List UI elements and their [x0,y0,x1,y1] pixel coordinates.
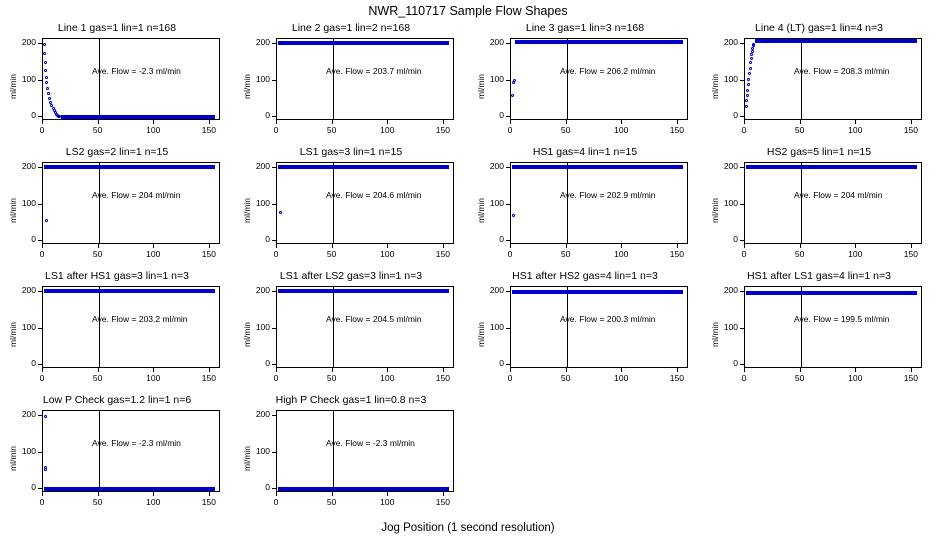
x-tick-label: 100 [848,373,863,383]
average-flow-annotation: Ave. Flow = 203.7 ml/min [326,66,422,76]
plot-area [276,410,454,492]
plot-area [744,286,922,368]
y-tick-label: 200 [489,161,504,172]
x-tick-label: 150 [669,373,684,383]
panel-title: LS2 gas=2 lin=1 n=15 [65,146,169,158]
reference-vline [801,287,802,368]
plot-area [510,286,688,368]
panel-ylabel: ml/min [476,73,486,99]
panel-ylabel: ml/min [8,197,18,223]
y-tick-label: 100 [723,321,738,332]
y-tick-label: 0 [265,234,270,245]
chart-panel [702,268,936,392]
y-tick-label: 0 [31,482,36,493]
x-tick-label: 0 [507,373,513,383]
x-tick-mark [566,120,567,124]
reference-vline [801,163,802,244]
panel-ylabel: ml/min [8,73,18,99]
x-tick-label: 0 [39,249,45,259]
y-tick-label: 200 [723,285,738,296]
x-tick-mark [855,368,856,372]
x-tick-label: 100 [614,125,629,135]
data-point [752,43,755,46]
chart-panel [0,144,234,268]
y-tick-label: 200 [723,161,738,172]
x-tick-label: 0 [39,497,45,507]
x-tick-label: 100 [146,373,161,383]
chart-panel [468,144,702,268]
x-tick-mark [42,120,43,124]
x-tick-label: 150 [903,125,918,135]
x-tick-label: 50 [326,497,337,507]
x-tick-label: 50 [560,249,571,259]
x-tick-mark [387,244,388,248]
x-tick-mark [621,368,622,372]
y-tick-label: 0 [499,234,504,245]
x-tick-label: 100 [380,373,395,383]
x-tick-mark [911,244,912,248]
reference-vline [333,39,334,120]
x-tick-mark [510,368,511,372]
x-tick-mark [855,120,856,124]
x-tick-label: 150 [903,373,918,383]
data-series-band [755,39,917,43]
panel-title: High P Check gas=1 lin=0.8 n=3 [275,394,427,406]
data-point [44,61,47,64]
x-tick-label: 50 [794,373,805,383]
panel-title: HS1 after LS1 gas=4 lin=1 n=3 [747,270,891,282]
x-tick-label: 150 [669,125,684,135]
x-tick-mark [98,368,99,372]
plot-area [42,410,220,492]
x-tick-mark [98,492,99,496]
chart-panel [0,20,234,144]
x-tick-mark [332,120,333,124]
plot-area [744,38,922,120]
x-tick-mark [855,244,856,248]
x-tick-mark [276,492,277,496]
x-tick-mark [744,244,745,248]
data-point [749,61,752,64]
average-flow-annotation: Ave. Flow = -2.3 ml/min [326,438,415,448]
data-point [44,415,47,418]
data-point [45,219,48,222]
x-tick-mark [800,368,801,372]
data-point [43,52,46,55]
panel-ylabel: ml/min [242,445,252,471]
plot-area [42,162,220,244]
average-flow-annotation: Ave. Flow = 204 ml/min [92,190,181,200]
x-tick-label: 100 [848,249,863,259]
x-tick-mark [387,120,388,124]
x-tick-mark [332,368,333,372]
y-tick-label: 0 [265,358,270,369]
chart-panel [234,144,468,268]
panel-title: Line 4 (LT) gas=1 lin=4 n=3 [755,22,883,34]
y-tick-label: 200 [21,285,36,296]
x-tick-mark [332,492,333,496]
y-tick-label: 100 [255,445,270,456]
x-tick-mark [98,244,99,248]
chart-panel [234,392,468,516]
chart-panel [234,268,468,392]
panel-ylabel: ml/min [242,197,252,223]
y-tick-label: 100 [255,321,270,332]
data-point [751,50,754,53]
x-tick-label: 150 [435,125,450,135]
reference-vline [99,411,100,492]
panel-title: Line 3 gas=1 lin=3 n=168 [525,22,645,34]
x-tick-mark [621,120,622,124]
y-tick-label: 100 [723,197,738,208]
x-tick-mark [276,120,277,124]
data-point [750,57,753,60]
data-series-band [278,41,449,45]
x-tick-label: 150 [903,249,918,259]
panel-title: LS1 after HS1 gas=3 lin=1 n=3 [45,270,189,282]
y-tick-label: 100 [489,73,504,84]
y-tick-label: 100 [21,321,36,332]
y-tick-label: 0 [265,482,270,493]
x-tick-mark [800,120,801,124]
x-tick-label: 50 [794,125,805,135]
y-tick-label: 100 [21,73,36,84]
y-tick-label: 100 [255,197,270,208]
plot-area [42,286,220,368]
x-tick-label: 150 [201,497,216,507]
plot-area [276,38,454,120]
data-series-band [278,165,449,169]
reference-vline [567,287,568,368]
y-tick-label: 200 [255,409,270,420]
x-tick-label: 150 [435,497,450,507]
y-tick-label: 200 [255,37,270,48]
x-tick-mark [209,492,210,496]
chart-panel [468,20,702,144]
panel-title: HS2 gas=5 lin=1 n=15 [766,146,872,158]
x-tick-label: 0 [273,373,279,383]
data-point [513,79,516,82]
y-tick-label: 0 [31,234,36,245]
x-tick-mark [153,368,154,372]
y-tick-label: 200 [723,37,738,48]
data-series-band [746,291,917,295]
average-flow-annotation: Ave. Flow = 204.6 ml/min [326,190,422,200]
chart-panel [702,20,936,144]
panel-title: LS1 gas=3 lin=1 n=15 [299,146,403,158]
x-tick-mark [387,492,388,496]
x-tick-mark [800,244,801,248]
x-tick-label: 50 [326,373,337,383]
data-series-band [512,165,683,169]
reference-vline [333,287,334,368]
data-point [511,94,514,97]
average-flow-annotation: Ave. Flow = -2.3 ml/min [92,66,181,76]
x-tick-label: 0 [741,373,747,383]
reference-vline [99,163,100,244]
x-tick-mark [443,492,444,496]
x-tick-mark [153,244,154,248]
y-tick-label: 100 [255,73,270,84]
x-tick-mark [621,244,622,248]
x-tick-label: 50 [326,249,337,259]
reference-vline [99,287,100,368]
chart-panel [234,20,468,144]
average-flow-annotation: Ave. Flow = 204 ml/min [794,190,883,200]
data-point [48,97,51,100]
x-tick-label: 50 [92,125,103,135]
average-flow-annotation: Ave. Flow = 200.3 ml/min [560,314,656,324]
plot-area [744,162,922,244]
chart-panel [702,144,936,268]
data-series-band [61,115,216,119]
x-tick-label: 50 [560,373,571,383]
figure-title: NWR_110717 Sample Flow Shapes [368,4,568,18]
data-point [44,69,47,72]
y-tick-label: 0 [733,234,738,245]
figure-xaxis-label: Jog Position (1 second resolution) [381,522,555,534]
x-tick-mark [276,244,277,248]
y-tick-label: 200 [21,161,36,172]
data-point [44,468,47,471]
y-tick-label: 0 [733,358,738,369]
chart-panel [0,392,234,516]
x-tick-label: 0 [39,125,45,135]
plot-area [276,162,454,244]
y-tick-label: 200 [21,37,36,48]
x-tick-label: 50 [92,373,103,383]
x-tick-label: 0 [39,373,45,383]
y-tick-label: 100 [489,197,504,208]
x-tick-mark [443,244,444,248]
x-tick-label: 150 [201,249,216,259]
panel-ylabel: ml/min [242,321,252,347]
y-tick-label: 200 [489,37,504,48]
y-tick-label: 100 [723,73,738,84]
average-flow-annotation: Ave. Flow = -2.3 ml/min [92,438,181,448]
y-tick-label: 100 [489,321,504,332]
x-tick-mark [510,120,511,124]
panel-title: Line 1 gas=1 lin=1 n=168 [57,22,177,34]
panel-ylabel: ml/min [710,197,720,223]
average-flow-annotation: Ave. Flow = 208.3 ml/min [794,66,890,76]
x-tick-mark [209,120,210,124]
y-tick-label: 200 [255,161,270,172]
x-tick-mark [744,120,745,124]
data-point [47,92,50,95]
reference-vline [333,411,334,492]
data-series-band [278,289,449,293]
y-tick-label: 0 [499,110,504,121]
x-tick-label: 150 [201,125,216,135]
panel-grid [0,20,936,520]
plot-area [42,38,220,120]
data-point [746,94,749,97]
x-tick-label: 0 [273,497,279,507]
x-tick-mark [566,368,567,372]
y-tick-label: 0 [499,358,504,369]
x-tick-mark [98,120,99,124]
x-tick-label: 100 [380,125,395,135]
x-tick-mark [42,244,43,248]
data-point [43,43,46,46]
y-tick-label: 0 [31,110,36,121]
y-tick-label: 0 [31,358,36,369]
y-tick-label: 200 [489,285,504,296]
y-tick-label: 100 [21,197,36,208]
reference-vline [567,39,568,120]
x-tick-mark [443,368,444,372]
x-tick-label: 50 [560,125,571,135]
x-tick-label: 100 [614,249,629,259]
x-tick-label: 100 [848,125,863,135]
x-tick-mark [911,368,912,372]
data-point [747,78,750,81]
panel-ylabel: ml/min [8,321,18,347]
x-tick-mark [566,244,567,248]
y-tick-label: 0 [265,110,270,121]
x-tick-mark [276,368,277,372]
x-tick-label: 0 [741,125,747,135]
x-tick-label: 0 [507,249,513,259]
x-tick-label: 0 [273,125,279,135]
data-series-band [44,487,215,491]
x-tick-label: 100 [146,497,161,507]
panel-title: Line 2 gas=1 lin=2 n=168 [291,22,411,34]
x-tick-mark [677,244,678,248]
data-point [45,81,48,84]
x-tick-label: 150 [669,249,684,259]
average-flow-annotation: Ave. Flow = 202.9 ml/min [560,190,656,200]
chart-panel [468,268,702,392]
x-tick-label: 100 [380,249,395,259]
x-tick-label: 100 [146,125,161,135]
x-tick-label: 150 [201,373,216,383]
panel-ylabel: ml/min [476,197,486,223]
x-tick-mark [387,368,388,372]
x-tick-label: 100 [146,249,161,259]
average-flow-annotation: Ave. Flow = 203.2 ml/min [92,314,188,324]
x-tick-label: 150 [435,373,450,383]
x-tick-mark [443,120,444,124]
x-tick-mark [153,120,154,124]
x-tick-mark [42,368,43,372]
plot-area [510,162,688,244]
x-tick-label: 50 [794,249,805,259]
data-series-band [746,165,917,169]
y-tick-label: 200 [255,285,270,296]
panel-title: HS1 after HS2 gas=4 lin=1 n=3 [512,270,658,282]
x-tick-mark [42,492,43,496]
panel-title: LS1 after LS2 gas=3 lin=1 n=3 [279,270,423,282]
x-tick-label: 100 [614,373,629,383]
panel-ylabel: ml/min [8,445,18,471]
average-flow-annotation: Ave. Flow = 206.2 ml/min [560,66,656,76]
data-point [46,87,49,90]
panel-ylabel: ml/min [242,73,252,99]
plot-area [276,286,454,368]
x-tick-mark [677,368,678,372]
data-point [751,47,754,50]
plot-area [510,38,688,120]
reference-vline [567,163,568,244]
reference-vline [801,39,802,120]
data-point [512,214,515,217]
data-point [748,72,751,75]
data-point [749,67,752,70]
panel-ylabel: ml/min [710,321,720,347]
data-series-band [278,487,449,491]
panel-ylabel: ml/min [710,73,720,99]
x-tick-label: 50 [92,249,103,259]
x-tick-mark [332,244,333,248]
x-tick-mark [153,492,154,496]
data-series-band [515,40,683,44]
reference-vline [99,39,100,120]
x-tick-label: 0 [507,125,513,135]
x-tick-mark [510,244,511,248]
y-tick-label: 200 [21,409,36,420]
x-tick-mark [744,368,745,372]
x-tick-mark [209,368,210,372]
x-tick-mark [677,120,678,124]
average-flow-annotation: Ave. Flow = 204.5 ml/min [326,314,422,324]
y-tick-label: 0 [733,110,738,121]
chart-panel [0,268,234,392]
average-flow-annotation: Ave. Flow = 199.5 ml/min [794,314,890,324]
data-point [747,83,750,86]
x-tick-label: 50 [92,497,103,507]
x-tick-label: 50 [326,125,337,135]
x-tick-label: 0 [273,249,279,259]
panel-ylabel: ml/min [476,321,486,347]
data-series-band [44,165,215,169]
data-point [745,105,748,108]
data-point [45,76,48,79]
data-point [279,211,282,214]
reference-vline [333,163,334,244]
x-tick-label: 150 [435,249,450,259]
x-tick-mark [911,120,912,124]
panel-title: Low P Check gas=1.2 lin=1 n=6 [42,394,192,406]
data-point [750,53,753,56]
x-tick-mark [209,244,210,248]
data-series-band [44,289,215,293]
x-tick-label: 0 [741,249,747,259]
y-tick-label: 100 [21,445,36,456]
data-point [745,99,748,102]
data-series-band [512,290,683,294]
data-point [746,89,749,92]
x-tick-label: 100 [380,497,395,507]
panel-title: HS1 gas=4 lin=1 n=15 [532,146,638,158]
